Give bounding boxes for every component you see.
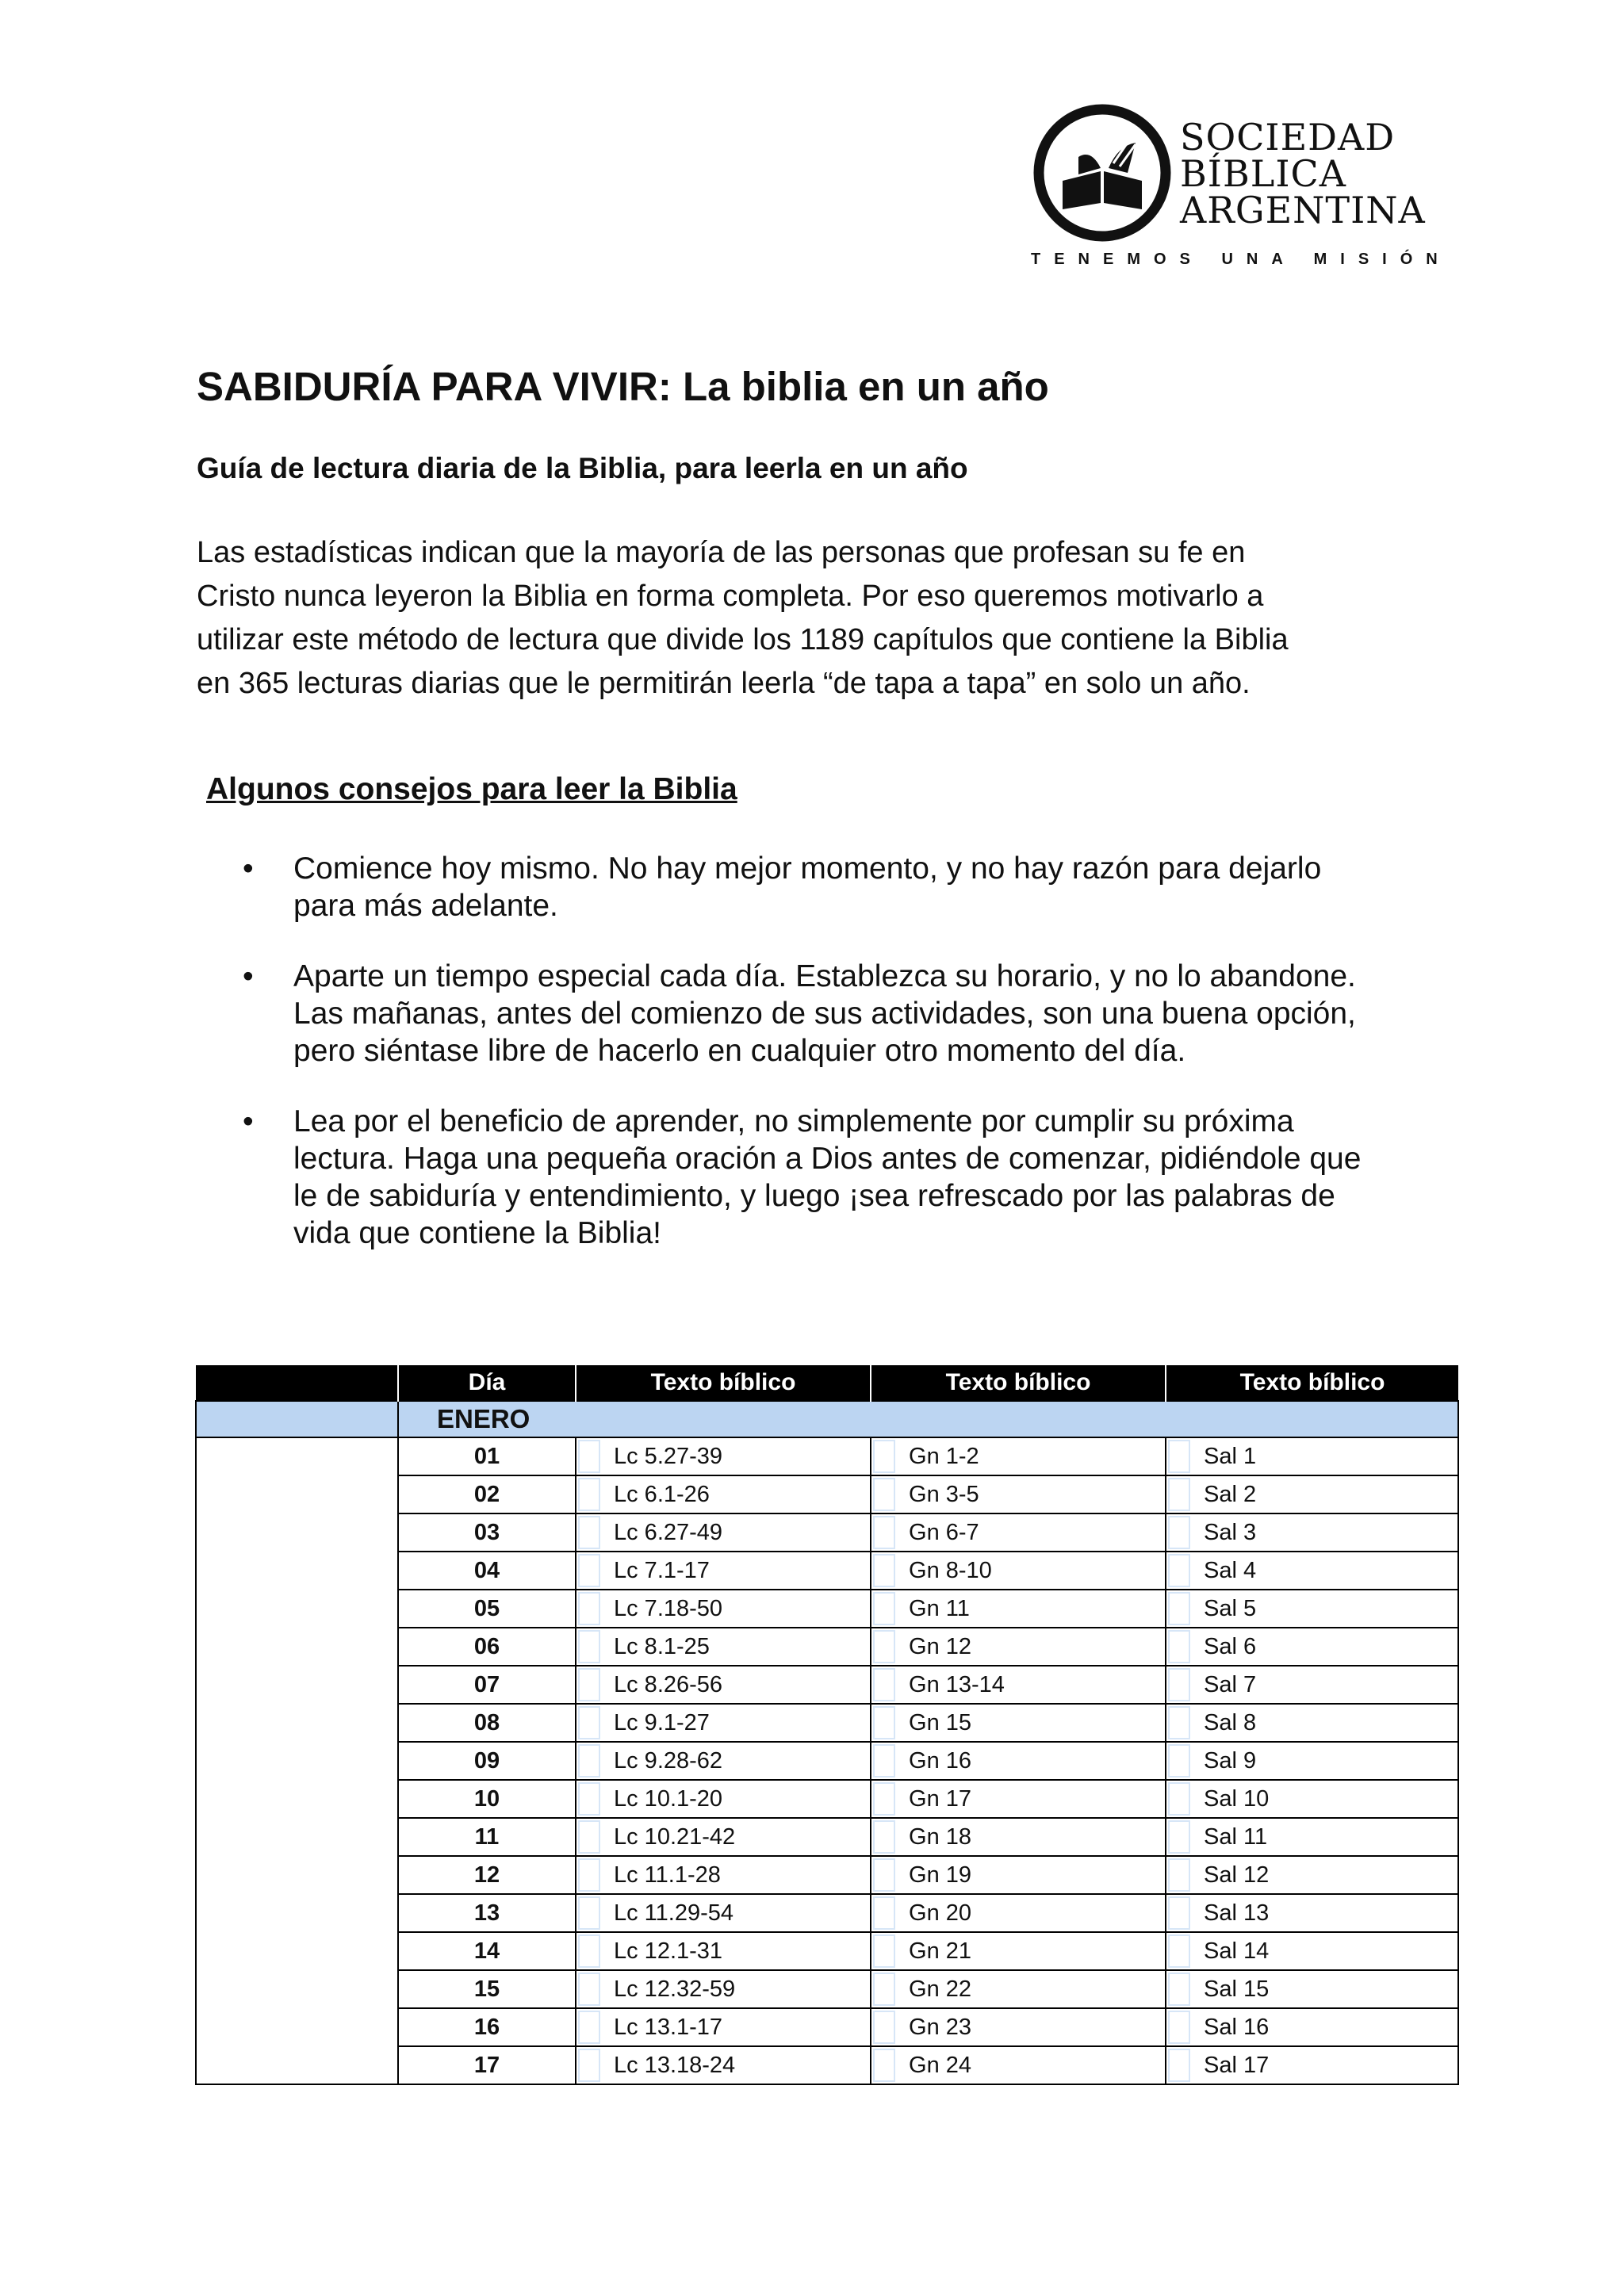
reading-reference: Sal 2 — [1193, 1475, 1458, 1513]
reading-reference: Lc 8.26-56 — [603, 1666, 871, 1704]
reading-reference: Gn 24 — [898, 2046, 1166, 2084]
side-blank-cell — [196, 1437, 398, 2084]
logo-text-line-1: SOCIEDAD — [1180, 116, 1396, 159]
reading-checkbox[interactable] — [1166, 1475, 1193, 1513]
reading-reference: Sal 1 — [1193, 1437, 1458, 1475]
reading-checkbox[interactable] — [1166, 1742, 1193, 1780]
reading-checkbox[interactable] — [576, 1932, 603, 1970]
day-cell: 14 — [398, 1932, 576, 1970]
checkbox-square-icon — [873, 1478, 895, 1511]
reading-checkbox[interactable] — [576, 1513, 603, 1552]
reading-reference: Sal 15 — [1193, 1970, 1458, 2008]
checkbox-square-icon — [578, 1706, 600, 1739]
header-text-1: Texto bíblico — [576, 1365, 871, 1401]
checkbox-square-icon — [578, 1782, 600, 1816]
reading-reference: Lc 5.27-39 — [603, 1437, 871, 1475]
reading-checkbox[interactable] — [576, 1856, 603, 1894]
day-cell: 08 — [398, 1704, 576, 1742]
reading-checkbox[interactable] — [576, 1704, 603, 1742]
reading-checkbox[interactable] — [576, 1970, 603, 2008]
checkbox-square-icon — [1168, 1973, 1190, 2006]
reading-checkbox[interactable] — [871, 1666, 898, 1704]
reading-reference: Lc 11.1-28 — [603, 1856, 871, 1894]
reading-checkbox[interactable] — [1166, 1818, 1193, 1856]
checkbox-square-icon — [1168, 1858, 1190, 1892]
reading-reference: Sal 12 — [1193, 1856, 1458, 1894]
reading-reference: Lc 7.1-17 — [603, 1552, 871, 1590]
reading-reference: Sal 6 — [1193, 1628, 1458, 1666]
checkbox-square-icon — [873, 1440, 895, 1473]
reading-reference: Sal 7 — [1193, 1666, 1458, 1704]
reading-checkbox[interactable] — [1166, 1932, 1193, 1970]
reading-reference: Lc 6.1-26 — [603, 1475, 871, 1513]
document-subtitle: Guía de lectura diaria de la Biblia, para leerla en un año — [197, 452, 968, 484]
day-cell: 06 — [398, 1628, 576, 1666]
checkbox-square-icon — [873, 1630, 895, 1663]
reading-plan-grid — [195, 1365, 1459, 2085]
checkbox-square-icon — [1168, 1630, 1190, 1663]
tip-line: vida que contiene la Biblia! — [293, 1216, 661, 1250]
reading-checkbox[interactable] — [1166, 2008, 1193, 2046]
day-cell: 17 — [398, 2046, 576, 2084]
tip-line: lectura. Haga una pequeña oración a Dios antes de comenzar, pidiéndole que — [293, 1142, 1362, 1176]
reading-reference: Gn 18 — [898, 1818, 1166, 1856]
header-blank — [196, 1365, 398, 1401]
reading-checkbox[interactable] — [871, 1437, 898, 1475]
bullet-icon: • — [243, 1104, 254, 1138]
checkbox-square-icon — [1168, 1554, 1190, 1587]
reading-checkbox[interactable] — [576, 2046, 603, 2084]
reading-reference: Gn 12 — [898, 1628, 1166, 1666]
logo-text-line-2: BÍBLICA — [1180, 152, 1346, 195]
reading-checkbox[interactable] — [576, 1437, 603, 1475]
day-cell: 01 — [398, 1437, 576, 1475]
reading-reference: Lc 13.1-17 — [603, 2008, 871, 2046]
checkbox-square-icon — [1168, 1934, 1190, 1968]
checkbox-square-icon — [578, 1440, 600, 1473]
checkbox-square-icon — [578, 1820, 600, 1854]
intro-paragraph — [197, 531, 1434, 706]
checkbox-square-icon — [1168, 1706, 1190, 1739]
reading-checkbox[interactable] — [576, 1475, 603, 1513]
tip-line: Las mañanas, antes del comienzo de sus actividades, son una buena opción, — [293, 997, 1356, 1031]
checkbox-square-icon — [1168, 1896, 1190, 1930]
day-cell: 16 — [398, 2008, 576, 2046]
checkbox-square-icon — [578, 1478, 600, 1511]
checkbox-square-icon — [1168, 1440, 1190, 1473]
reading-checkbox[interactable] — [871, 2008, 898, 2046]
logo-text-line-3: ARGENTINA — [1180, 189, 1426, 232]
reading-reference: Gn 15 — [898, 1704, 1166, 1742]
month-blank-cell — [196, 1401, 398, 1437]
reading-reference: Gn 6-7 — [898, 1513, 1166, 1552]
reading-checkbox[interactable] — [1166, 1590, 1193, 1628]
header-text-2: Texto bíblico — [871, 1365, 1166, 1401]
tip-line: Aparte un tiempo especial cada día. Establezca su horario, y no lo abandone. — [293, 959, 1356, 993]
reading-checkbox[interactable] — [1166, 1513, 1193, 1552]
reading-checkbox[interactable] — [1166, 1437, 1193, 1475]
reading-checkbox[interactable] — [871, 1742, 898, 1780]
checkbox-square-icon — [578, 1744, 600, 1777]
day-cell: 04 — [398, 1552, 576, 1590]
tip-item — [238, 1103, 1459, 1252]
checkbox-square-icon — [873, 1973, 895, 2006]
reading-checkbox[interactable] — [871, 1628, 898, 1666]
reading-checkbox[interactable] — [1166, 1628, 1193, 1666]
intro-line: Cristo nunca leyeron la Biblia en forma completa. Por eso queremos motivarlo a — [197, 580, 1264, 613]
reading-reference: Gn 21 — [898, 1932, 1166, 1970]
reading-checkbox[interactable] — [576, 1628, 603, 1666]
reading-reference: Sal 14 — [1193, 1932, 1458, 1970]
reading-checkbox[interactable] — [576, 1590, 603, 1628]
reading-reference: Gn 3-5 — [898, 1475, 1166, 1513]
checkbox-square-icon — [578, 2049, 600, 2082]
reading-reference: Gn 19 — [898, 1856, 1166, 1894]
sociedad-biblica-logo — [1031, 101, 1451, 276]
checkbox-square-icon — [578, 2011, 600, 2044]
reading-reference: Sal 4 — [1193, 1552, 1458, 1590]
reading-checkbox[interactable] — [1166, 1666, 1193, 1704]
checkbox-square-icon — [873, 1592, 895, 1625]
checkbox-square-icon — [1168, 2049, 1190, 2082]
reading-reference: Lc 12.32-59 — [603, 1970, 871, 2008]
checkbox-square-icon — [1168, 2011, 1190, 2044]
reading-reference: Lc 9.28-62 — [603, 1742, 871, 1780]
reading-checkbox[interactable] — [576, 2008, 603, 2046]
day-cell: 13 — [398, 1894, 576, 1932]
reading-reference: Gn 13-14 — [898, 1666, 1166, 1704]
logo-tagline: TENEMOS UNA MISIÓN — [1031, 251, 1451, 268]
reading-reference: Sal 5 — [1193, 1590, 1458, 1628]
reading-checkbox[interactable] — [871, 1552, 898, 1590]
reading-checkbox[interactable] — [871, 1475, 898, 1513]
table-row — [196, 1437, 1458, 1475]
reading-reference: Lc 10.21-42 — [603, 1818, 871, 1856]
day-cell: 15 — [398, 1970, 576, 2008]
reading-checkbox[interactable] — [1166, 1970, 1193, 2008]
day-cell: 07 — [398, 1666, 576, 1704]
reading-reference: Gn 16 — [898, 1742, 1166, 1780]
checkbox-square-icon — [1168, 1744, 1190, 1777]
checkbox-square-icon — [1168, 1592, 1190, 1625]
reading-reference: Gn 17 — [898, 1780, 1166, 1818]
reading-reference: Sal 9 — [1193, 1742, 1458, 1780]
reading-reference: Sal 17 — [1193, 2046, 1458, 2084]
header-day: Día — [398, 1365, 576, 1401]
reading-checkbox[interactable] — [1166, 1704, 1193, 1742]
month-row — [196, 1401, 1458, 1437]
tip-line: Lea por el beneficio de aprender, no simplemente por cumplir su próxima — [293, 1104, 1294, 1138]
checkbox-square-icon — [873, 1934, 895, 1968]
reading-checkbox[interactable] — [1166, 1894, 1193, 1932]
reading-reference: Lc 7.18-50 — [603, 1590, 871, 1628]
checkbox-square-icon — [873, 1820, 895, 1854]
reading-checkbox[interactable] — [871, 2046, 898, 2084]
checkbox-square-icon — [873, 1896, 895, 1930]
reading-reference: Sal 11 — [1193, 1818, 1458, 1856]
day-cell: 09 — [398, 1742, 576, 1780]
reading-checkbox[interactable] — [576, 1818, 603, 1856]
reading-checkbox[interactable] — [576, 1894, 603, 1932]
checkbox-square-icon — [873, 1668, 895, 1701]
reading-checkbox[interactable] — [871, 1780, 898, 1818]
checkbox-square-icon — [873, 1516, 895, 1549]
reading-checkbox[interactable] — [576, 1552, 603, 1590]
reading-checkbox[interactable] — [1166, 1856, 1193, 1894]
checkbox-square-icon — [578, 1516, 600, 1549]
reading-reference: Lc 12.1-31 — [603, 1932, 871, 1970]
checkbox-square-icon — [578, 1554, 600, 1587]
checkbox-square-icon — [578, 1668, 600, 1701]
reading-checkbox[interactable] — [576, 1742, 603, 1780]
reading-reference: Sal 3 — [1193, 1513, 1458, 1552]
checkbox-square-icon — [873, 1782, 895, 1816]
tip-line: Comience hoy mismo. No hay mejor momento, y no hay razón para dejarlo — [293, 851, 1322, 886]
checkbox-square-icon — [578, 1896, 600, 1930]
reading-reference: Lc 8.1-25 — [603, 1628, 871, 1666]
day-cell: 03 — [398, 1513, 576, 1552]
reading-checkbox[interactable] — [871, 1856, 898, 1894]
reading-plan-table — [195, 1365, 1457, 2085]
day-cell: 05 — [398, 1590, 576, 1628]
checkbox-square-icon — [578, 1934, 600, 1968]
tip-line: pero siéntase libre de hacerlo en cualquier otro momento del día. — [293, 1034, 1186, 1068]
reading-checkbox[interactable] — [871, 1970, 898, 2008]
checkbox-square-icon — [578, 1630, 600, 1663]
reading-reference: Lc 11.29-54 — [603, 1894, 871, 1932]
reading-reference: Sal 10 — [1193, 1780, 1458, 1818]
checkbox-square-icon — [1168, 1478, 1190, 1511]
reading-reference: Sal 16 — [1193, 2008, 1458, 2046]
header-text-3: Texto bíblico — [1166, 1365, 1458, 1401]
tips-list — [238, 850, 1459, 1285]
reading-checkbox[interactable] — [1166, 2046, 1193, 2084]
day-cell: 11 — [398, 1818, 576, 1856]
checkbox-square-icon — [1168, 1516, 1190, 1549]
reading-reference: Lc 6.27-49 — [603, 1513, 871, 1552]
reading-checkbox[interactable] — [871, 1704, 898, 1742]
tip-item — [238, 958, 1459, 1070]
reading-reference: Gn 1-2 — [898, 1437, 1166, 1475]
reading-checkbox[interactable] — [1166, 1780, 1193, 1818]
checkbox-square-icon — [873, 1858, 895, 1892]
reading-reference: Gn 8-10 — [898, 1552, 1166, 1590]
checkbox-square-icon — [873, 1744, 895, 1777]
document-title: SABIDURÍA PARA VIVIR: La biblia en un año — [197, 364, 1049, 409]
tip-line: le de sabiduría y entendimiento, y luego ¡sea refrescado por las palabras de — [293, 1179, 1335, 1213]
reading-reference: Gn 22 — [898, 1970, 1166, 2008]
reading-checkbox[interactable] — [871, 1590, 898, 1628]
checkbox-square-icon — [873, 2049, 895, 2082]
intro-line: en 365 lecturas diarias que le permitirán leerla “de tapa a tapa” en solo un año. — [197, 667, 1251, 700]
reading-reference: Lc 9.1-27 — [603, 1704, 871, 1742]
checkbox-square-icon — [1168, 1668, 1190, 1701]
intro-line: utilizar este método de lectura que divide los 1189 capítulos que contiene la Biblia — [197, 623, 1289, 656]
month-label: ENERO — [398, 1401, 1458, 1437]
reading-reference: Sal 8 — [1193, 1704, 1458, 1742]
reading-reference: Lc 10.1-20 — [603, 1780, 871, 1818]
open-book-emblem-icon — [1031, 101, 1174, 244]
checkbox-square-icon — [578, 1858, 600, 1892]
tip-line: para más adelante. — [293, 889, 558, 923]
reading-checkbox[interactable] — [871, 1894, 898, 1932]
tip-item — [238, 850, 1459, 924]
reading-reference: Sal 13 — [1193, 1894, 1458, 1932]
reading-checkbox[interactable] — [576, 1780, 603, 1818]
checkbox-square-icon — [1168, 1782, 1190, 1816]
reading-checkbox[interactable] — [1166, 1552, 1193, 1590]
reading-reference: Lc 13.18-24 — [603, 2046, 871, 2084]
reading-reference: Gn 20 — [898, 1894, 1166, 1932]
checkbox-square-icon — [873, 1706, 895, 1739]
checkbox-square-icon — [873, 1554, 895, 1587]
reading-reference: Gn 23 — [898, 2008, 1166, 2046]
day-cell: 12 — [398, 1856, 576, 1894]
tips-heading: Algunos consejos para leer la Biblia — [206, 772, 737, 806]
checkbox-square-icon — [1168, 1820, 1190, 1854]
bullet-icon: • — [243, 959, 254, 993]
bullet-icon: • — [243, 851, 254, 886]
checkbox-square-icon — [873, 2011, 895, 2044]
reading-checkbox[interactable] — [871, 1513, 898, 1552]
reading-checkbox[interactable] — [871, 1818, 898, 1856]
checkbox-square-icon — [578, 1592, 600, 1625]
reading-checkbox[interactable] — [576, 1666, 603, 1704]
day-cell: 10 — [398, 1780, 576, 1818]
table-header-row — [196, 1365, 1458, 1401]
intro-line: Las estadísticas indican que la mayoría de las personas que profesan su fe en — [197, 536, 1246, 569]
reading-checkbox[interactable] — [871, 1932, 898, 1970]
table-body — [196, 1401, 1458, 2084]
checkbox-square-icon — [578, 1973, 600, 2006]
day-cell: 02 — [398, 1475, 576, 1513]
reading-reference: Gn 11 — [898, 1590, 1166, 1628]
